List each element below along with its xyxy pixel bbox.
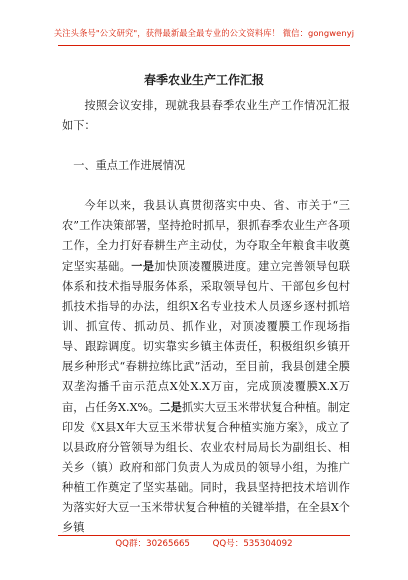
section-heading: 一、重点工作进展情况: [73, 159, 186, 172]
point-marker-one: 一是: [131, 259, 155, 273]
paragraph-text: 今年以来，我县认真贯彻落实中央、省、市关于“三农”工作决策部署，坚持抢时抓早，狠抓春季农业生产各项工作，全力打好春耕生产主动仗，为夺取全年粮食丰收奠定坚实基础。: [62, 199, 350, 273]
document-body: [62, 96, 350, 538]
footer-divider: [58, 535, 350, 536]
point-marker-two: 二是: [159, 400, 182, 414]
footer: [0, 537, 408, 549]
intro-paragraph: 按照会议安排，现就我县春季农业生产工作情况汇报如下：: [62, 99, 350, 132]
body-paragraph: [62, 196, 350, 538]
header-banner: 关注头条号"公文研究"，获得最新最全最专业的公文资料库！ 微信：gongwenyj: [53, 28, 355, 38]
footer-qq-number: QQ号：535304092: [212, 539, 293, 549]
paragraph-text: 加快顶凌覆膜进度。建立完善领导包联体系和技术指导服务体系，采取领导包片、干部包乡包村抓技术指导的办法，组织X名专业技术人员逐乡逐村抓培训、抓宣传、抓动员、抓作业，对顶凌覆膜工作现场指导、跟踪调度。切实靠实乡镇主体责任，积极组织乡镇开展乡种形式“春耕拉练比武”活动，至目前，我县创建全膜双垄沟播千亩示范点X处X.X万亩，完成顶凌覆膜X.X万亩，占任务X.X%。: [62, 260, 350, 414]
document-title: 春季农业生产工作汇报: [143, 73, 264, 87]
paragraph-text: 抓实大豆玉米带状复合种植。制定印发《X县X年大豆玉米带状复合种植实施方案》，成立了以县政府分管领导为组长、农业农村局局长为副组长、相关乡（镇）政府和部门负责人为成员的领导小组，为推广种植工作奠定了坚实基础。同时，我县坚持把技术培训作为落实好大豆一玉米带状复合种植的关键举措，在全县X个乡镇: [62, 401, 350, 534]
header-divider: [58, 45, 350, 46]
footer-qq-group: QQ群：30265665: [115, 539, 190, 549]
